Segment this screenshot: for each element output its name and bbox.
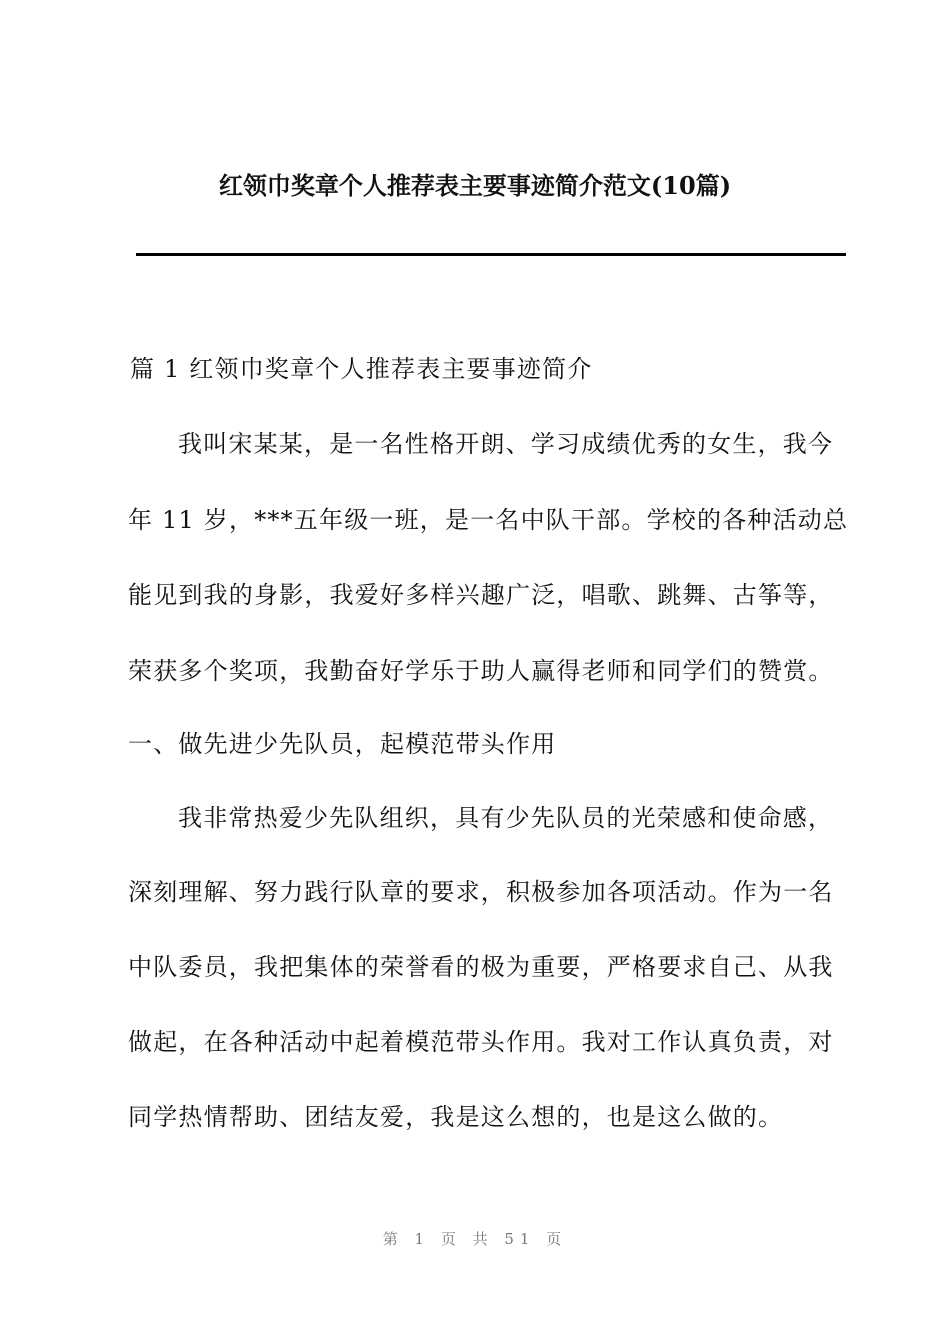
subsection-heading: 一、做先进少先队员，起模范带头作用 <box>128 730 557 758</box>
paragraph-line: 同学热情帮助、团结友爱，我是这么想的，也是这么做的。 <box>128 1103 784 1131</box>
paragraph-line: 我非常热爱少先队组织，具有少先队员的光荣感和使命感， <box>178 804 834 832</box>
title-underline <box>136 253 846 256</box>
section-heading: 篇 1 红领巾奖章个人推荐表主要事迹简介 <box>130 355 593 383</box>
paragraph-line: 能见到我的身影，我爱好多样兴趣广泛，唱歌、跳舞、古筝等， <box>128 581 834 609</box>
paragraph-line: 深刻理解、努力践行队章的要求，积极参加各项活动。作为一名 <box>128 878 834 906</box>
page-title: 红领巾奖章个人推荐表主要事迹简介范文(10篇) <box>218 171 732 200</box>
paragraph-line: 我叫宋某某，是一名性格开朗、学习成绩优秀的女生，我今 <box>178 430 834 458</box>
paragraph-line: 做起，在各种活动中起着模范带头作用。我对工作认真负责，对 <box>128 1028 834 1056</box>
paragraph-line: 年 11 岁，***五年级一班，是一名中队干部。学校的各种活动总 <box>128 506 849 534</box>
paragraph-line: 中队委员，我把集体的荣誉看的极为重要，严格要求自己、从我 <box>128 953 834 981</box>
paragraph-line: 荣获多个奖项，我勤奋好学乐于助人赢得老师和同学们的赞赏。 <box>128 657 834 685</box>
page-footer: 第 1 页 共 51 页 <box>382 1230 568 1248</box>
